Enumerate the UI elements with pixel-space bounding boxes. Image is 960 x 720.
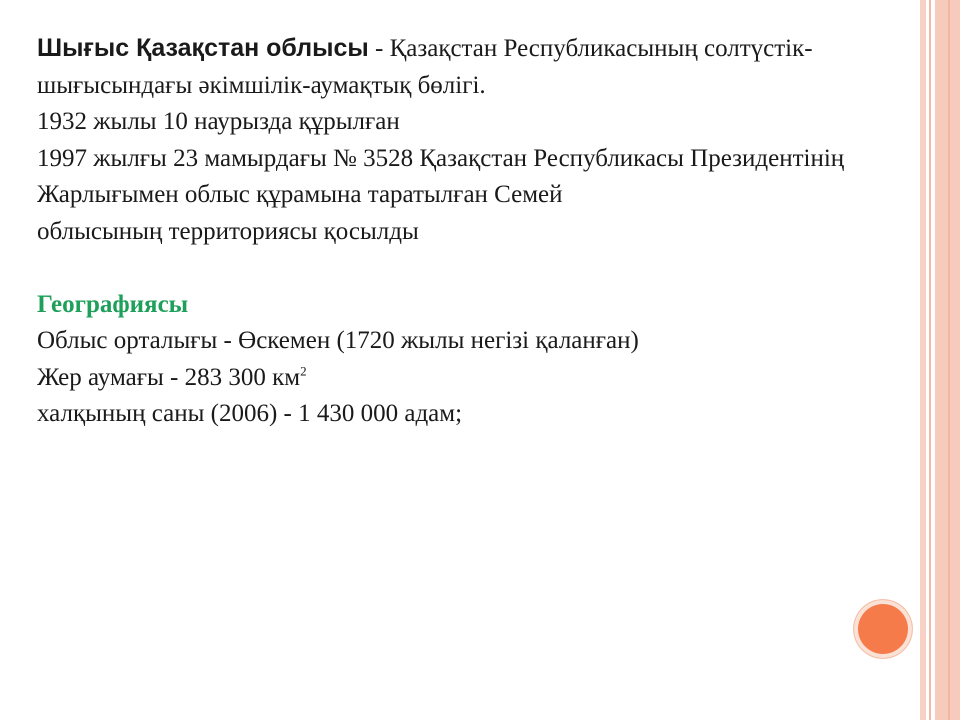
decorative-stripes <box>920 0 960 720</box>
founded-line: 1932 жылы 10 наурызда құрылған <box>37 108 400 135</box>
center-line: Облыс орталығы - Өскемен (1720 жылы негізі қаланған) <box>37 327 639 354</box>
area-text: Жер аумағы - 283 300 км <box>37 363 301 391</box>
geography-heading: Географиясы <box>37 290 189 318</box>
stripe-line <box>948 0 950 720</box>
population-line: халқының саны (2006) - 1 430 000 адам; <box>37 400 463 427</box>
region-description: - Қазақстан Республикасының солтүстік-шығысындағы әкімшілік-аумақтық бөлігі. <box>37 35 813 99</box>
decree-line: 1997 жылғы 23 мамырдағы № 3528 Қазақстан Республикасы Президентінің Жарлығымен облыс құрамына таратылған Семей <box>37 144 845 208</box>
intro-paragraph <box>37 30 907 104</box>
area-superscript: 2 <box>300 363 307 379</box>
area-line <box>37 360 907 397</box>
decree-end-line: облысының территориясы қосылды <box>37 217 419 245</box>
region-title: Шығыс Қазақстан облысы <box>37 34 369 62</box>
stripe <box>929 0 931 720</box>
slide-body <box>37 30 907 433</box>
stripe <box>920 0 926 720</box>
orange-circle-decoration <box>854 600 912 658</box>
spacer <box>37 250 907 287</box>
